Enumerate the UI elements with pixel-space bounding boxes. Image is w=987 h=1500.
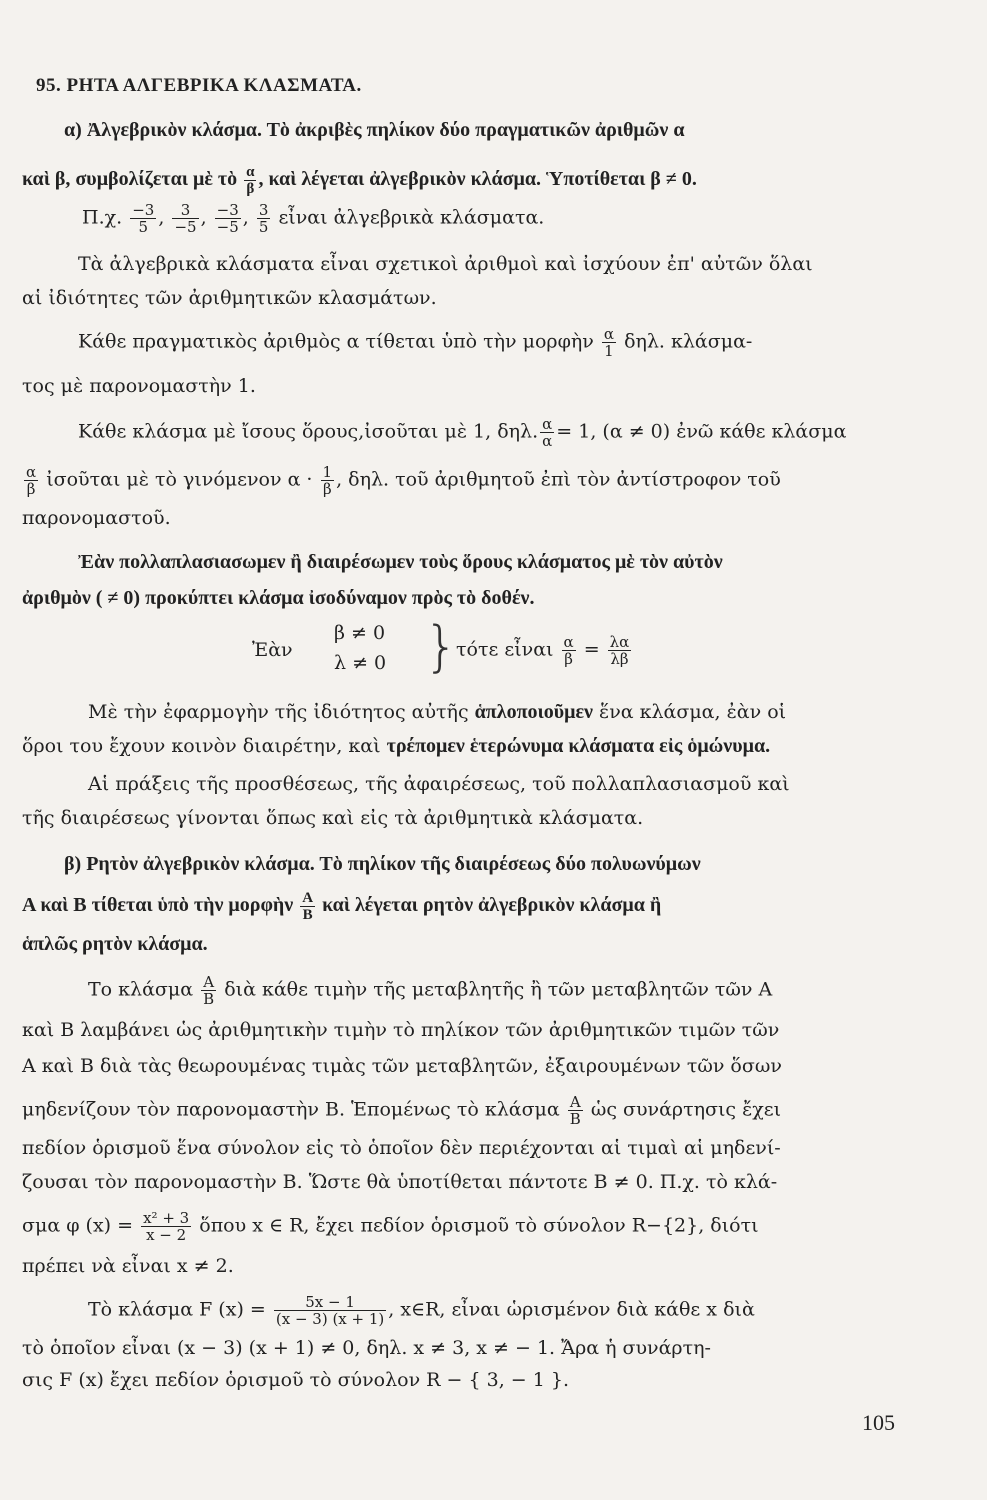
para-equivalent-line2: ἀριθμὸν ( ≠ 0) προκύπτει κλάσμα ἰσοδύναμον πρὸς τὸ δοθέν. (22, 587, 535, 609)
para-a-line2 (22, 164, 697, 197)
fraction-alpha-one: $\frac{\alpha}{1}$ (603, 325, 615, 360)
fraction-A-B-3: $\frac{A}{B}$ (569, 1093, 581, 1128)
para-value-line8: πρέπει νὰ εἶναι x ≠ 2. (22, 1255, 234, 1277)
para-F-line3: σις F (x) ἔχει πεδίον ὁρισμοῦ τὸ σύνολον R − { 3, − 1 }. (22, 1369, 569, 1391)
text: καὶ β, συμβολίζεται μὲ τὸ (22, 168, 238, 191)
text: Κάθε πραγματικὸς ἀριθμὸς α τίθεται ὑπὸ τὴν μορφὴν (78, 330, 594, 353)
para-value-line5: πεδίον ὁρισμοῦ ἕνα σύνολον εἰς τὸ ὁποῖον δὲν περιέχονται αἱ τιμαὶ αἱ μηδενί- (22, 1137, 781, 1159)
text: ὅπου x ∈ R, ἔχει πεδίον ὁρισμοῦ τὸ σύνολον R−{2}, διότι (199, 1214, 759, 1237)
para-properties-line1: Τὰ ἀλγεβρικὰ κλάσματα εἶναι σχετικοὶ ἀριθμοὶ καὶ ἰσχύουν ἐπ' αὐτῶν ὅλαι (78, 253, 813, 275)
example-suffix: εἶναι ἀλγεβρικὰ κλάσματα. (278, 206, 545, 229)
text: μηδενίζουν τὸν παρονομαστὴν Β. Ἑπομένως τὸ κλάσμα (22, 1098, 560, 1121)
fraction-alpha-beta-2: $\frac{\alpha}{\beta}$ (26, 463, 37, 498)
text: τότε εἶναι (456, 638, 554, 661)
para-F-line1 (88, 1294, 755, 1327)
para-a-line1: α) Ἀλγεβρικὸν κλάσμα. Τὸ ἀκριβὲς πηλίκον δύο πραγματικῶν ἀριθμῶν α (64, 119, 685, 141)
text: διὰ κάθε τιμὴν τῆς μεταβλητῆς ἢ τῶν μεταβλητῶν τῶν Α (224, 978, 773, 1001)
para-b-line3: ἁπλῶς ρητὸν κλάσμα. (22, 933, 208, 955)
para-value-line1 (88, 974, 772, 1007)
example-fraction-4: $\frac{3}{5}$ (258, 201, 269, 236)
para-operations-line2: τῆς διαιρέσεως γίνονται ὅπως καὶ εἰς τὰ ἀριθμητικὰ κλάσματα. (22, 807, 644, 829)
text: δηλ. κλάσμα- (624, 330, 753, 353)
text: , x∈R, εἶναι ὡρισμένον διὰ κάθε x διὰ (388, 1298, 755, 1321)
para-operations-line1: Αἱ πράξεις τῆς προσθέσεως, τῆς ἀφαιρέσεως, τοῦ πολλαπλασιασμοῦ καὶ (88, 773, 790, 795)
text: Το κλάσμα (88, 978, 194, 1001)
ean-label: Ἐὰν (252, 639, 293, 661)
para-equal-terms-line2 (22, 464, 781, 497)
example-prefix: Π.χ. (82, 206, 123, 229)
para-value-line2: καὶ Β λαμβάνει ὡς ἀριθμητικὴν τιμὴν τὸ πηλίκον τῶν ἀριθμητικῶν τιμῶν τῶν (22, 1019, 780, 1041)
para-real-number-line2: τος μὲ παρονομαστὴν 1. (22, 375, 256, 397)
text: Κάθε κλάσμα μὲ ἴσους ὅρους,ἰσοῦται μὲ 1, δηλ. (78, 420, 539, 443)
para-equal-terms-line1 (78, 416, 846, 449)
para-simplify-line1 (88, 700, 786, 724)
text: = 1, (α ≠ 0) ἐνῶ κάθε κλάσμα (556, 420, 847, 443)
condition-beta: β ≠ 0 (334, 622, 386, 644)
example-fraction-1: $\frac{-3}{5}$ (132, 201, 155, 236)
right-brace: } (424, 615, 459, 678)
fraction-alpha-beta-3: $\frac{\alpha}{\beta}$ (563, 633, 574, 668)
text: ὅροι του ἔχουν κοινὸν διαιρέτην, καὶ (22, 735, 381, 757)
text: ἰσοῦται μὲ τὸ γινόμενον α · (46, 468, 313, 491)
para-real-number-line1 (78, 326, 752, 359)
para-b-line1: β) Ρητὸν ἀλγεβρικὸν κλάσμα. Τὸ πηλίκον τῆς διαιρέσεως δύο πολυωνύμων (64, 853, 701, 875)
text-bold: τρέπομεν ἑτερώνυμα κλάσματα εἰς ὁμώνυμα. (386, 735, 771, 757)
example-fraction-2: $\frac{3}{-5}$ (174, 201, 197, 236)
text: ὡς συνάρτησις ἔχει (590, 1098, 782, 1121)
equivalence-result: τότε εἶναι $\frac{\alpha}{\beta}$ = $\frac{\lambda\alpha}{\lambda\beta}$ (456, 633, 630, 668)
para-value-line4 (22, 1094, 781, 1127)
fraction-one-beta: $\frac{1}{\beta}$ (322, 463, 333, 498)
para-value-line3: Α καὶ Β διὰ τὰς θεωρουμένας τιμὰς τῶν μεταβλητῶν, ἐξαιρουμένων τῶν ὅσων (22, 1055, 782, 1077)
example-fraction-3: $\frac{-3}{-5}$ (216, 201, 239, 236)
para-F-line2: τὸ ὁποῖον εἶναι (x − 3) (x + 1) ≠ 0, δηλ. x ≠ 3, x ≠ − 1. Ἄρα ἡ συνάρτη- (22, 1337, 711, 1359)
fraction-F: $\frac{5x - 1}{(x - 3) (x + 1)}$ (275, 1293, 385, 1328)
para-value-line6: ζουσαι τὸν παρονομαστὴν Β. Ὥστε θὰ ὑποτίθεται πάντοτε Β ≠ 0. Π.χ. τὸ κλά- (22, 1171, 778, 1193)
text: Τὸ κλάσμα F (x) = (88, 1298, 266, 1321)
text: , δηλ. τοῦ ἀριθμητοῦ ἐπὶ τὸν ἀντίστροφον τοῦ (336, 468, 781, 491)
section-heading: 95. ΡΗΤΑ ΑΛΓΕΒΡΙΚΑ ΚΛΑΣΜΑΤΑ. (36, 75, 362, 96)
para-properties-line2: αἱ ἰδιότητες τῶν ἀριθμητικῶν κλασμάτων. (22, 287, 437, 309)
page-number: 105 (862, 1410, 895, 1435)
para-equal-terms-line3: παρονομαστοῦ. (22, 507, 171, 529)
para-b-line2 (22, 890, 661, 923)
para-equivalent-line1: Ἐὰν πολλαπλασιασωμεν ἢ διαιρέσωμεν τοὺς ὅρους κλάσματος μὲ τὸν αὐτὸν (78, 551, 723, 573)
fraction-A-B: $\frac{A}{B}$ (302, 890, 314, 923)
fraction-phi: $\frac{\text{x² + 3}}{x - 2}$ (143, 1209, 190, 1244)
text: καὶ λέγεται ρητὸν ἀλγεβρικὸν κλάσμα ἢ (322, 894, 662, 917)
text: ἕνα κλάσμα, ἐὰν οἱ (599, 701, 787, 723)
text: Μὲ τὴν ἐφαρμογὴν τῆς ἰδιότητος αὐτῆς (88, 701, 469, 723)
text: σμα φ (x) = (22, 1214, 134, 1237)
fraction-alpha-alpha: $\frac{\alpha}{\alpha}$ (542, 415, 553, 450)
fraction-A-B-2: $\frac{A}{B}$ (203, 973, 215, 1008)
text: Α καὶ Β τίθεται ὑπὸ τὴν μορφὴν (22, 894, 294, 917)
text-bold: ἁπλοποιοῦμεν (474, 701, 593, 723)
para-value-line7 (22, 1210, 759, 1243)
example-line: Π.χ. $\frac{-3}{5}$ , $\frac{3}{-5}$ , $\frac{-3}{-5}$ , $\frac{3}{5}$ εἶναι ἀλγεβρικὰ κλάσματα. (82, 201, 545, 236)
fraction-alpha-beta: $\frac{\alpha}{\beta}$ (246, 164, 255, 197)
condition-lambda: λ ≠ 0 (334, 652, 387, 674)
fraction-lambda: $\frac{\lambda\alpha}{\lambda\beta}$ (609, 633, 630, 668)
text: , καὶ λέγεται ἀλγεβρικὸν κλάσμα. Ὑποτίθεται β ≠ 0. (258, 168, 697, 191)
para-simplify-line2 (22, 734, 770, 758)
